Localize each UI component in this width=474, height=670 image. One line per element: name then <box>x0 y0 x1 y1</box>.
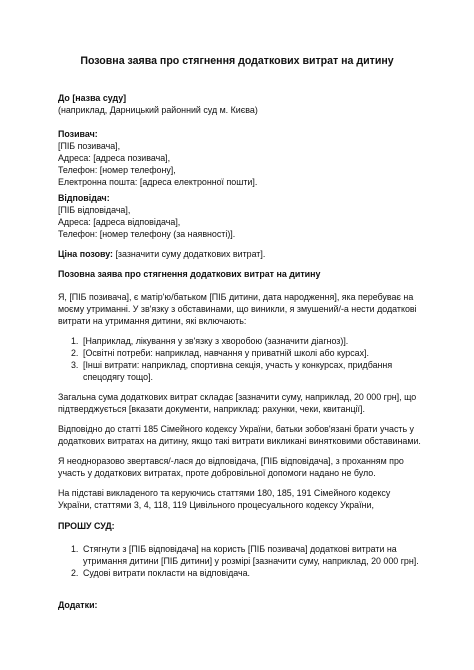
section-heading: Позовна заява про стягнення додаткових витрат на дитину <box>58 269 321 279</box>
plaintiff-label: Позивач: <box>58 129 98 139</box>
paragraph-basis: На підставі викладеного та керуючись статтями 180, 185, 191 Сімейного кодексу України, статтями 3, 4, 118, 119 Цивільного процесуального кодексу України, <box>58 488 391 511</box>
list-item: 1. [Наприклад, лікування у зв'язку з хворобою (зазначити діагноз)]. <box>71 336 349 346</box>
requests-list <box>58 543 422 579</box>
defendant-block <box>58 192 422 240</box>
attachments-heading: Додатки: <box>58 600 98 610</box>
defendant-name: [ПІБ відповідача], <box>58 205 131 216</box>
plaintiff-email: Електронна пошта: [адреса електронної пошти]. <box>58 177 258 188</box>
list-item: 2. Судові витрати покласти на відповідача. <box>71 568 251 579</box>
paragraph-law: Відповідно до статті 185 Сімейного кодексу України, батьки зобов'язані брати участь у додаткових витратах на дитину, якщо такі витрати викликані винятковими обставинами. <box>58 424 421 447</box>
paragraph-intro: Я, [ПІБ позивача], є матір'ю/батьком [ПІБ дитини, дата народження], яка перебуває на моєму утриманні. У зв'язку з обставинами, що виникли, я змушений/-а нести додаткові витрати на утримання дитини, які включають: <box>58 292 417 327</box>
claim-price <box>58 248 422 260</box>
claim-price-value: [зазначити суму додаткових витрат]. <box>113 249 266 259</box>
plaintiff-phone: Телефон: [номер телефону], <box>58 165 176 176</box>
defendant-phone: Телефон: [номер телефону (за наявності)]. <box>58 229 236 240</box>
plaintiff-name: [ПІБ позивача], <box>58 141 121 152</box>
list-item: 1. Стягнути з [ПІБ відповідача] на користь [ПІБ позивача] додаткові витрати на утримання дитини [ПІБ дитини] у розмірі [зазначити суму, наприклад, 20 000 грн]. <box>71 544 419 567</box>
paragraph-appeal: Я неодноразово звертався/-лася до відповідача, [ПІБ відповідача], з проханням про участь у додаткових витратах, проте добровільної допомоги надано не було. <box>58 456 404 479</box>
list-item: 3. [Інші витрати: наприклад, спортивна секція, участь у конкурсах, придбання спецодягу тощо]. <box>71 360 393 383</box>
plaintiff-address: Адреса: [адреса позивача], <box>58 153 171 164</box>
plaintiff-block <box>58 128 422 188</box>
defendant-label: Відповідач: <box>58 193 110 203</box>
court-example: (наприклад, Дарницький районний суд м. Києва) <box>58 105 258 116</box>
claim-price-label: Ціна позову: <box>58 249 113 259</box>
document-title: Позовна заява про стягнення додаткових витрат на дитину <box>80 55 394 67</box>
court-label: До [назва суду] <box>58 93 127 103</box>
expenses-list <box>58 335 422 383</box>
court-block <box>58 92 422 116</box>
defendant-address: Адреса: [адреса відповідача], <box>58 217 181 228</box>
request-heading: ПРОШУ СУД: <box>58 521 115 531</box>
paragraph-total: Загальна сума додаткових витрат складає [зазначити суму, наприклад, 20 000 грн], що підтверджується [вказати документи, наприклад: рахунки, чеки, квитанції]. <box>58 392 417 415</box>
list-item: 2. [Освітні потреби: наприклад, навчання у приватній школі або курсах]. <box>71 348 369 359</box>
